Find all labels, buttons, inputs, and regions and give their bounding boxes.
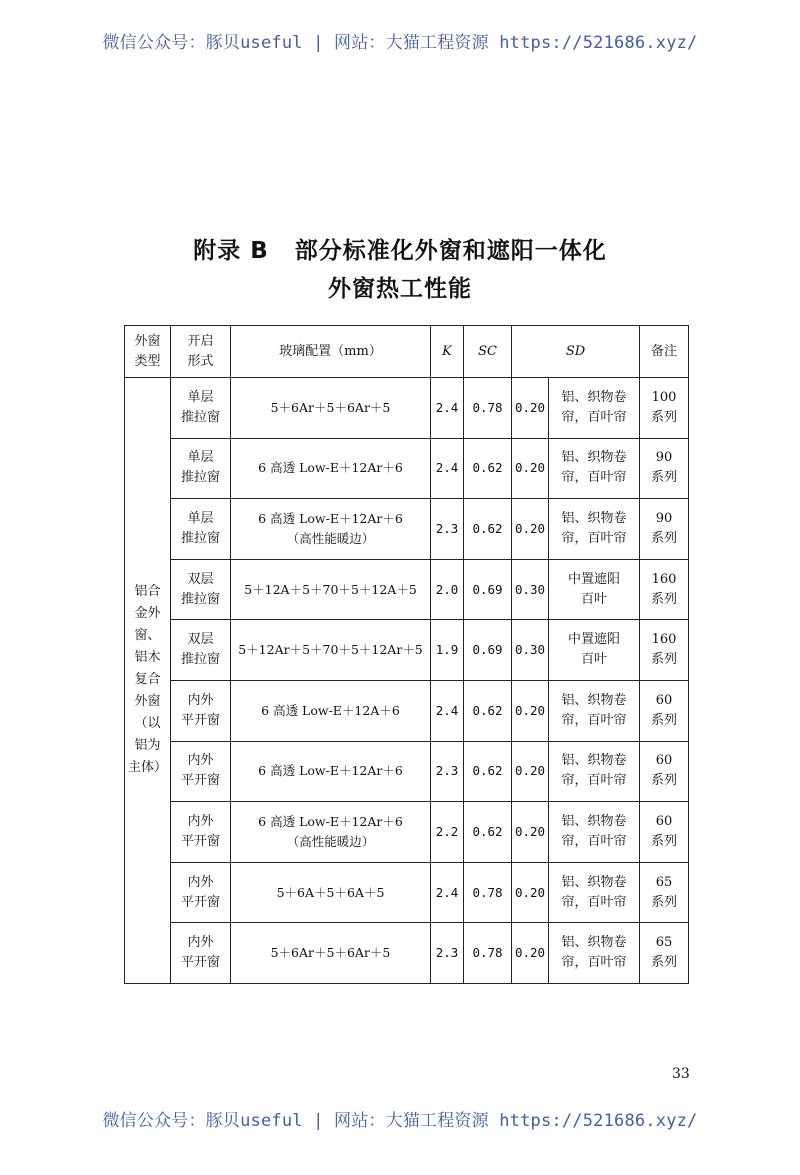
sd-cell: 0.20 [512, 923, 549, 984]
sc-cell: 0.78 [464, 378, 512, 439]
table-header-row [125, 326, 689, 378]
remark-cell: 65 系列 [640, 862, 689, 923]
sd-cell: 0.20 [512, 862, 549, 923]
table-row [125, 862, 689, 923]
shading-cell: 铝、织物卷 帘，百叶帘 [549, 499, 640, 560]
k-cell: 2.3 [431, 923, 464, 984]
header-window-type: 外窗 类型 [125, 326, 171, 378]
glass-cell: 6 高透 Low-E＋12Ar＋6 [231, 438, 431, 499]
opening-cell: 内外 平开窗 [171, 862, 231, 923]
opening-cell: 内外 平开窗 [171, 741, 231, 802]
table-row [125, 438, 689, 499]
k-cell: 2.3 [431, 741, 464, 802]
appendix-label: 附录 B [193, 238, 269, 264]
sd-cell: 0.20 [512, 378, 549, 439]
glass-cell: 6 高透 Low-E＋12Ar＋6 [231, 741, 431, 802]
header-opening: 开启 形式 [171, 326, 231, 378]
table-row [125, 680, 689, 741]
opening-cell: 双层 推拉窗 [171, 559, 231, 620]
remark-cell: 65 系列 [640, 923, 689, 984]
sc-cell: 0.69 [464, 559, 512, 620]
shading-cell: 铝、织物卷 帘，百叶帘 [549, 680, 640, 741]
table-row [125, 499, 689, 560]
remark-cell: 160 系列 [640, 559, 689, 620]
header-sc: SC [464, 326, 512, 378]
remark-cell: 160 系列 [640, 620, 689, 681]
sc-cell: 0.78 [464, 923, 512, 984]
table-row [125, 559, 689, 620]
opening-cell: 双层 推拉窗 [171, 620, 231, 681]
sc-cell: 0.62 [464, 499, 512, 560]
shading-cell: 铝、织物卷 帘，百叶帘 [549, 923, 640, 984]
glass-cell: 5＋6A＋5＋6A＋5 [231, 862, 431, 923]
appendix-title-line1 [0, 232, 800, 265]
glass-cell: 5＋12Ar＋5＋70＋5＋12Ar＋5 [231, 620, 431, 681]
shading-cell: 中置遮阳 百叶 [549, 620, 640, 681]
sc-cell: 0.62 [464, 680, 512, 741]
table-row [125, 923, 689, 984]
glass-cell: 5＋6Ar＋5＋6Ar＋5 [231, 923, 431, 984]
k-cell: 1.9 [431, 620, 464, 681]
sc-cell: 0.78 [464, 862, 512, 923]
remark-cell: 60 系列 [640, 802, 689, 863]
opening-cell: 内外 平开窗 [171, 923, 231, 984]
k-cell: 2.4 [431, 862, 464, 923]
remark-cell: 60 系列 [640, 680, 689, 741]
watermark-bottom: 微信公众号：豚贝useful | 网站：大猫工程资源 https://521686.xyz/ [102, 1111, 698, 1131]
remark-cell: 60 系列 [640, 741, 689, 802]
sc-cell: 0.62 [464, 741, 512, 802]
sd-cell: 0.20 [512, 802, 549, 863]
opening-cell: 单层 推拉窗 [171, 438, 231, 499]
sd-cell: 0.30 [512, 620, 549, 681]
glass-cell: 6 高透 Low-E＋12Ar＋6 （高性能暖边） [231, 802, 431, 863]
glass-cell: 5＋12A＋5＋70＋5＋12A＋5 [231, 559, 431, 620]
table-row [125, 741, 689, 802]
sd-cell: 0.20 [512, 499, 549, 560]
sc-cell: 0.69 [464, 620, 512, 681]
shading-cell: 铝、织物卷 帘，百叶帘 [549, 438, 640, 499]
opening-cell: 内外 平开窗 [171, 802, 231, 863]
remark-cell: 90 系列 [640, 438, 689, 499]
glass-cell: 5＋6Ar＋5＋6Ar＋5 [231, 378, 431, 439]
header-sd: SD [512, 326, 640, 378]
opening-cell: 单层 推拉窗 [171, 499, 231, 560]
shading-cell: 铝、织物卷 帘，百叶帘 [549, 802, 640, 863]
k-cell: 2.2 [431, 802, 464, 863]
window-type-cell: 铝合 金外 窗、 铝木 复合 外窗 （以 铝为 主体） [125, 378, 171, 984]
remark-cell: 100 系列 [640, 378, 689, 439]
header-glass: 玻璃配置（mm） [231, 326, 431, 378]
glass-cell: 6 高透 Low-E＋12Ar＋6 （高性能暖边） [231, 499, 431, 560]
sc-cell: 0.62 [464, 802, 512, 863]
k-cell: 2.4 [431, 438, 464, 499]
table-row [125, 620, 689, 681]
watermark-top: 微信公众号：豚贝useful | 网站：大猫工程资源 https://521686.xyz/ [102, 33, 698, 53]
sd-cell: 0.20 [512, 438, 549, 499]
shading-cell: 铝、织物卷 帘，百叶帘 [549, 378, 640, 439]
shading-cell: 铝、织物卷 帘，百叶帘 [549, 741, 640, 802]
glass-cell: 6 高透 Low-E＋12A＋6 [231, 680, 431, 741]
table-row [125, 378, 689, 439]
sc-cell: 0.62 [464, 438, 512, 499]
shading-cell: 中置遮阳 百叶 [549, 559, 640, 620]
k-cell: 2.3 [431, 499, 464, 560]
sd-cell: 0.20 [512, 741, 549, 802]
header-k: K [431, 326, 464, 378]
opening-cell: 内外 平开窗 [171, 680, 231, 741]
table-row [125, 802, 689, 863]
k-cell: 2.4 [431, 378, 464, 439]
thermal-performance-table [124, 325, 689, 984]
opening-cell: 单层 推拉窗 [171, 378, 231, 439]
header-remark: 备注 [640, 326, 689, 378]
appendix-title-text: 部分标准化外窗和遮阳一体化 [294, 238, 607, 264]
sd-cell: 0.30 [512, 559, 549, 620]
appendix-title-line2: 外窗热工性能 [328, 276, 472, 302]
remark-cell: 90 系列 [640, 499, 689, 560]
sd-cell: 0.20 [512, 680, 549, 741]
k-cell: 2.4 [431, 680, 464, 741]
shading-cell: 铝、织物卷 帘，百叶帘 [549, 862, 640, 923]
k-cell: 2.0 [431, 559, 464, 620]
page-number: 33 [672, 1066, 690, 1082]
